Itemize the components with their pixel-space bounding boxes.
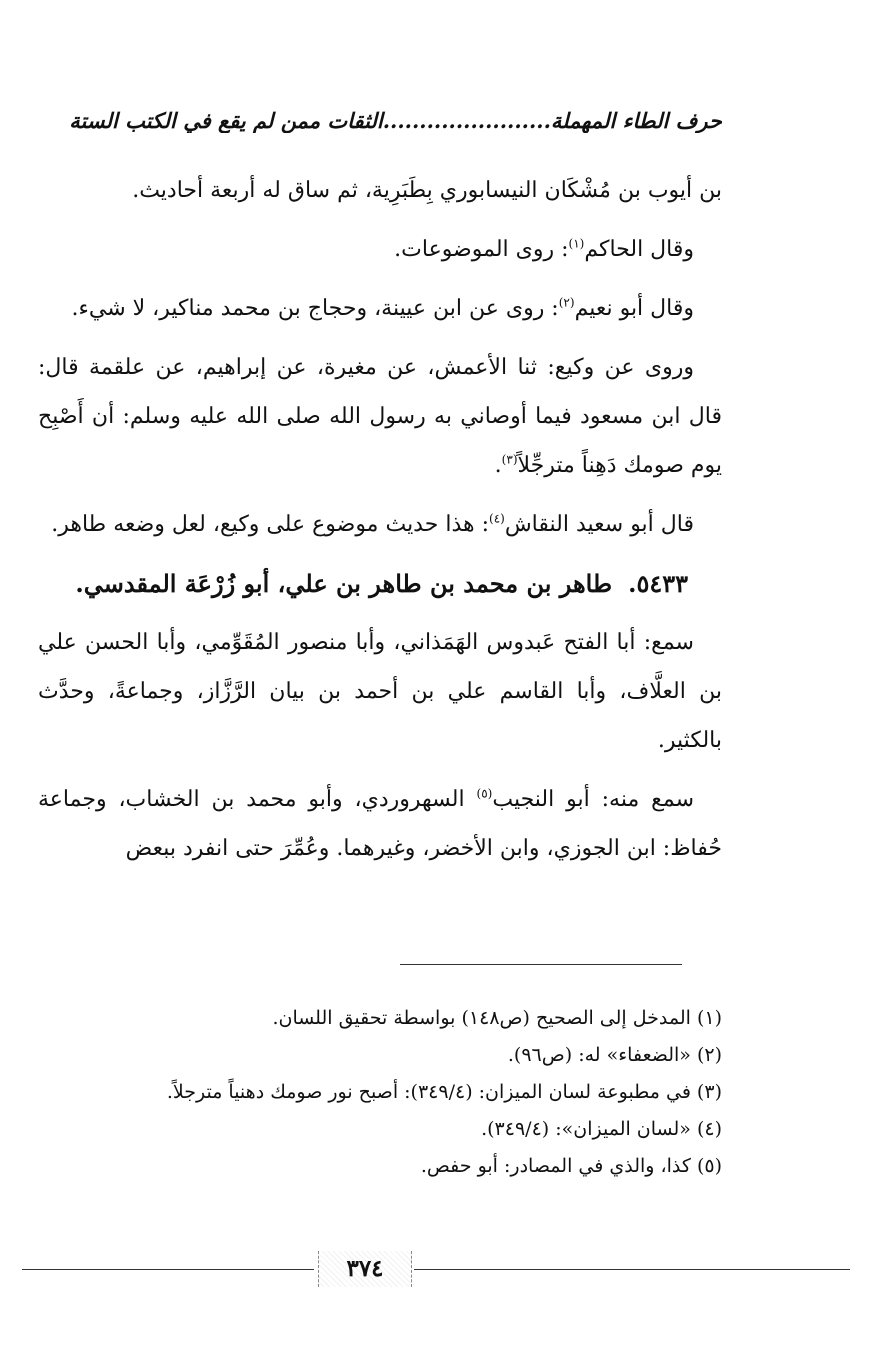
paragraph-teachers (38, 618, 722, 765)
paragraph-continuation (38, 166, 722, 215)
footnote-1: (١) المدخل إلى الصحيح (ص١٤٨) بواسطة تحقيق اللسان. (272, 1007, 722, 1029)
entry-number: ٥٤٣٣. (628, 569, 688, 598)
paragraph-abu-nuaym (38, 284, 722, 333)
paragraph-hakim (38, 225, 722, 274)
footnote-ref: (٤) (489, 511, 505, 526)
paragraph-text: سمع: أبا الفتح عَبدوس الهَمَذاني، وأبا منصور المُقَوِّمي، وأبا الحسن علي بن العلَّاف، وأبا القاسم علي بن أحمد بن بيان الرَّزَّاز، وجماعةً، وحدَّث بالكثير. (38, 630, 722, 753)
paragraph-text: : روى الموضوعات. (394, 237, 569, 262)
footnotes (38, 1000, 722, 1185)
footnote-4: (٤) «لسان الميزان»: (٣٤٩/٤). (481, 1118, 722, 1140)
entry-title-text: طاهر بن محمد بن طاهر بن علي، أبو زُرْعَة المقدسي. (75, 569, 613, 598)
paragraph-text: . (494, 453, 502, 478)
paragraph-text: وقال الحاكم (584, 237, 694, 262)
paragraph-text: وروى عن وكيع: ثنا الأعمش، عن مغيرة، عن إبراهيم، عن علقمة قال: قال ابن مسعود فيما أوصاني به رسول الله صلى الله عليه وسلم: أن أَصْبِح يوم صومك دَهِناً مترجِّلاً (38, 355, 722, 478)
entry-heading (38, 559, 722, 608)
footnote-3: (٣) في مطبوعة لسان الميزان: (٣٤٩/٤): أصبح نور صومك دهنياً مترجلاً. (166, 1081, 722, 1103)
paragraph-students (38, 775, 722, 873)
footnote-separator (400, 964, 682, 965)
paragraph-text: وقال أبو نعيم (574, 296, 694, 321)
paragraph-text: : هذا حديث موضوع على وكيع، لعل وضعه طاهر. (51, 512, 489, 537)
footnote-ref: (٢) (558, 295, 575, 310)
main-text (38, 166, 722, 883)
footer-rule-right (414, 1269, 850, 1270)
running-header: حرف الطاء المهملة.......................الثقات ممن لم يقع في الكتب الستة (69, 108, 722, 133)
footnote-ref: (١) (568, 236, 585, 251)
paragraph-text: بن أيوب بن مُشْكَان النيسابوري بِطَبَرِية، ثم ساق له أربعة أحاديث. (132, 178, 722, 203)
paragraph-naqqash (38, 500, 722, 549)
footnote-2: (٢) «الضعفاء» له: (ص٩٦). (507, 1044, 722, 1066)
page-number: ٣٧٤ (318, 1251, 412, 1287)
paragraph-text: قال أبو سعيد النقاش (504, 512, 694, 537)
paragraph-text: سمع منه: أبو النجيب (492, 787, 695, 812)
paragraph-text: السهروردي، وأبو محمد بن الخشاب، وجماعة حُفاظ: ابن الجوزي، وابن الأخضر، وغيرهما. وعُمِّرَ حتى انفرد ببعض (38, 787, 722, 861)
footnote-ref: (٣) (501, 452, 518, 467)
footnote-5: (٥) كذا، والذي في المصادر: أبو حفص. (420, 1155, 722, 1177)
footnote-ref: (٥) (476, 786, 493, 801)
footer-rule-left (22, 1269, 314, 1270)
paragraph-text: : روى عن ابن عيينة، وحجاج بن محمد مناكير، لا شيء. (71, 296, 559, 321)
paragraph-waki (38, 343, 722, 490)
